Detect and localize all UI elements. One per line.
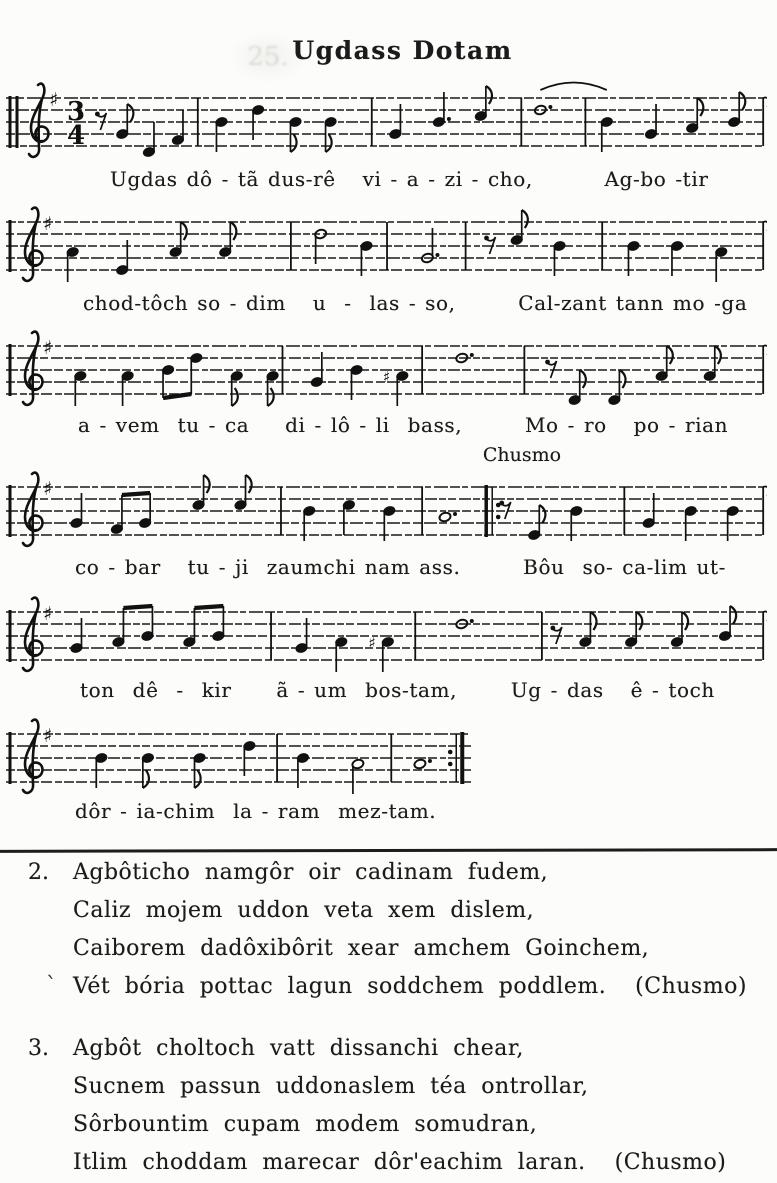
staff-system-1 — [4, 66, 767, 170]
lyric-line-1: Ugdas dô - tã dus-rê vi - a - zi - cho, Ag-bo -tir — [110, 167, 709, 191]
svg-text:♯: ♯ — [383, 368, 391, 386]
verse-2-line-1: Agbôticho namgôr oir cadinam fudem, — [73, 860, 549, 885]
verse-2-line-4: Vét bória pottac lagun soddchem poddlem. (Chusmo) — [73, 974, 747, 999]
svg-text:♯: ♯ — [368, 634, 376, 652]
svg-text:♯: ♯ — [43, 603, 53, 625]
verse-2-number: 2. — [28, 860, 49, 885]
verse-3-line-2: Sucnem passun uddonaslem téa ontrollar, — [73, 1074, 589, 1099]
svg-text:♯: ♯ — [43, 213, 53, 235]
verse-2-line-2: Caliz mojem uddon veta xem dislem, — [73, 898, 535, 923]
verse-2-line-3: Caiborem dadôxibôrit xear amchem Goinchem, — [73, 936, 650, 961]
staff-system-2 — [4, 190, 767, 294]
stray-mark: ` — [46, 974, 57, 999]
svg-text:♯: ♯ — [43, 725, 53, 747]
chusmo-label: Chusmo — [482, 444, 562, 466]
svg-text:♯: ♯ — [43, 478, 53, 500]
staff-system-5 — [4, 580, 767, 684]
lyric-line-5: ton dê - kir ã - um bos-tam, Ug - das ê - toch — [80, 678, 715, 702]
divider-rule — [0, 848, 777, 853]
lyric-line-6: dôr - ia-chim la - ram mez-tam. — [75, 799, 437, 823]
staff-system-6 — [4, 702, 474, 806]
svg-text:4: 4 — [66, 121, 86, 151]
verse-3-number: 3. — [28, 1036, 49, 1061]
verse-3-line-1: Agbôt choltoch vatt dissanchi chear, — [73, 1036, 524, 1061]
staff-system-3 — [4, 314, 767, 418]
svg-text:3: 3 — [66, 97, 86, 127]
staff-system-4 — [4, 455, 767, 559]
lyric-line-4: co - bar tu - ji zaumchi nam ass. Bôu so- ca-lim ut- — [75, 555, 726, 579]
verse-3-line-3: Sôrbountim cupam modem somudran, — [73, 1112, 538, 1137]
svg-text:♯: ♯ — [43, 337, 53, 359]
faint-page-number-stamp: 25. — [228, 30, 308, 84]
verse-3-line-4: Itlim choddam marecar dôr'eachim laran. (Chusmo) — [73, 1150, 727, 1175]
lyric-line-2: chod-tôch so - dim u - las - so, Cal-zant tann mo -ga — [83, 291, 748, 315]
page-title: Ugdass Dotam — [292, 36, 513, 65]
lyric-line-3: a - vem tu - ca di - lô - li bass, Mo - ro po - rian — [78, 413, 729, 437]
svg-text:♯: ♯ — [49, 89, 59, 111]
